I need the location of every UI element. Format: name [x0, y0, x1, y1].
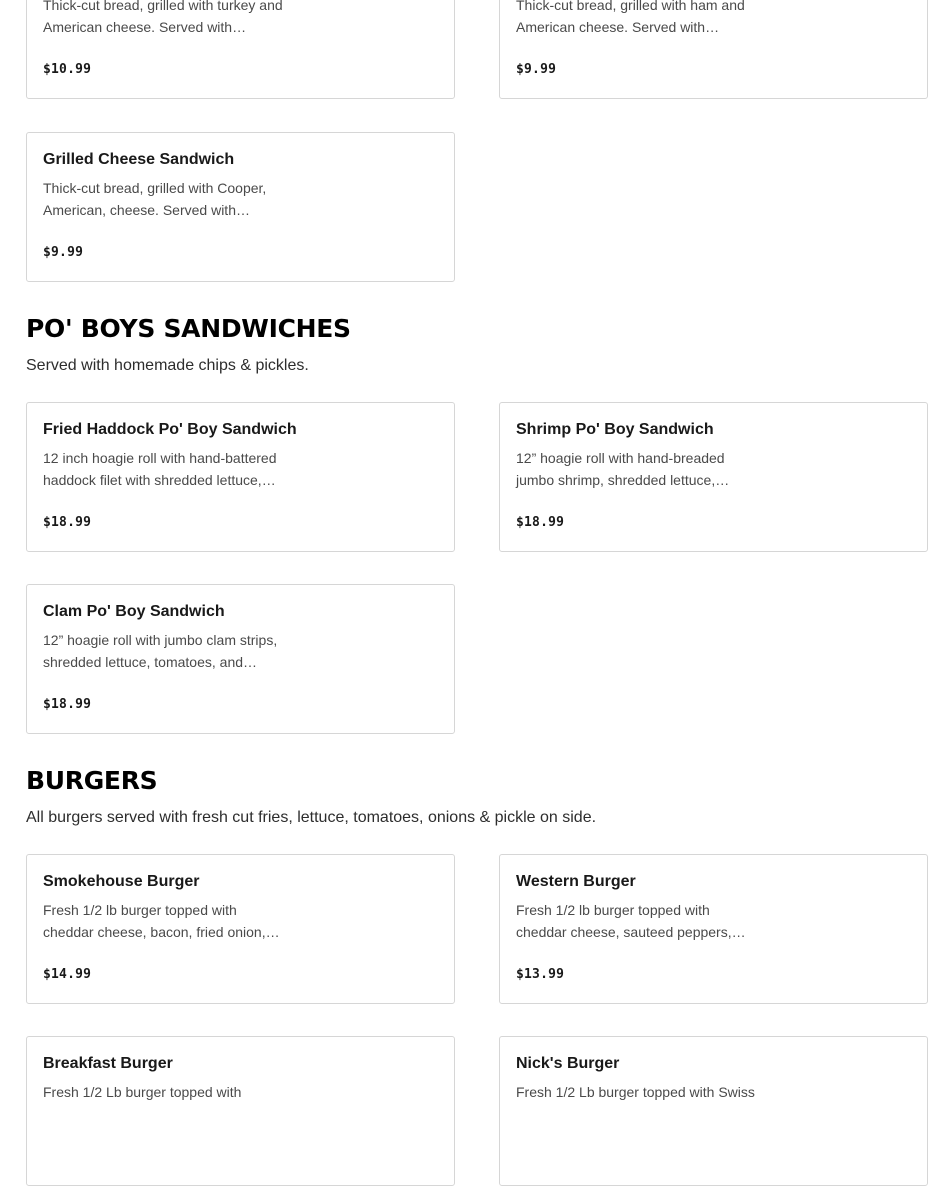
menu-item-description: Thick-cut bread, grilled with ham and American cheese. Served with…: [516, 0, 745, 35]
menu-item-card-nicks-burger[interactable]: [499, 1036, 928, 1186]
menu-item-card-fried-haddock[interactable]: [26, 402, 455, 552]
menu-item-price: $18.99: [516, 515, 565, 530]
menu-item-description: 12” hoagie roll with hand-breaded jumbo shrimp, shredded lettuce,…: [516, 450, 730, 488]
menu-item-card-turkey[interactable]: [26, 0, 455, 99]
menu-item-price: $10.99: [43, 62, 92, 77]
section-title-poboys: PO' BOYS SANDWICHES: [26, 314, 351, 343]
menu-item-description: Thick-cut bread, grilled with Cooper, American, cheese. Served with…: [43, 180, 267, 218]
menu-item-description: Fresh 1/2 Lb burger topped with: [43, 1084, 242, 1100]
menu-item-card-ham[interactable]: [499, 0, 928, 99]
menu-item-card-shrimp-poboy[interactable]: [499, 402, 928, 552]
menu-item-price: $14.99: [43, 967, 92, 982]
section-subtitle-burgers: All burgers served with fresh cut fries, lettuce, tomatoes, onions & pickle on side.: [26, 809, 597, 826]
menu-item-name: Western Burger: [516, 873, 636, 890]
menu-item-name: Grilled Cheese Sandwich: [43, 151, 235, 168]
menu-item-description: 12” hoagie roll with jumbo clam strips, shredded lettuce, tomatoes, and…: [43, 632, 278, 670]
menu-item-description: Fresh 1/2 lb burger topped with cheddar cheese, bacon, fried onion,…: [43, 902, 280, 940]
menu-item-description: 12 inch hoagie roll with hand-battered haddock filet with shredded lettuce,…: [43, 450, 277, 488]
menu-item-name: Nick's Burger: [516, 1055, 620, 1072]
menu-item-price: $13.99: [516, 967, 565, 982]
menu-item-description: Fresh 1/2 Lb burger topped with Swiss: [516, 1084, 755, 1100]
menu-item-card-breakfast-burger[interactable]: [26, 1036, 455, 1186]
menu-item-card-western-burger[interactable]: [499, 854, 928, 1004]
menu-item-name: Shrimp Po' Boy Sandwich: [516, 421, 714, 438]
menu-item-description: Fresh 1/2 lb burger topped with cheddar cheese, sauteed peppers,…: [516, 902, 746, 940]
menu-item-price: $18.99: [43, 515, 92, 530]
section-title-burgers: BURGERS: [26, 766, 158, 795]
menu-item-card-smokehouse-burger[interactable]: [26, 854, 455, 1004]
menu-item-name: Smokehouse Burger: [43, 873, 200, 890]
menu-item-description: Thick-cut bread, grilled with turkey and American cheese. Served with…: [43, 0, 283, 35]
menu-item-name: Fried Haddock Po' Boy Sandwich: [43, 421, 297, 438]
menu-item-name: Clam Po' Boy Sandwich: [43, 603, 225, 620]
section-subtitle-poboys: Served with homemade chips & pickles.: [26, 357, 309, 374]
menu-item-card-clam-poboy[interactable]: [26, 584, 455, 734]
menu-item-card-grilled-cheese[interactable]: [26, 132, 455, 282]
menu-item-name: Breakfast Burger: [43, 1055, 173, 1072]
menu-item-price: $18.99: [43, 697, 92, 712]
menu-item-price: $9.99: [43, 245, 84, 260]
menu-item-price: $9.99: [516, 62, 557, 77]
